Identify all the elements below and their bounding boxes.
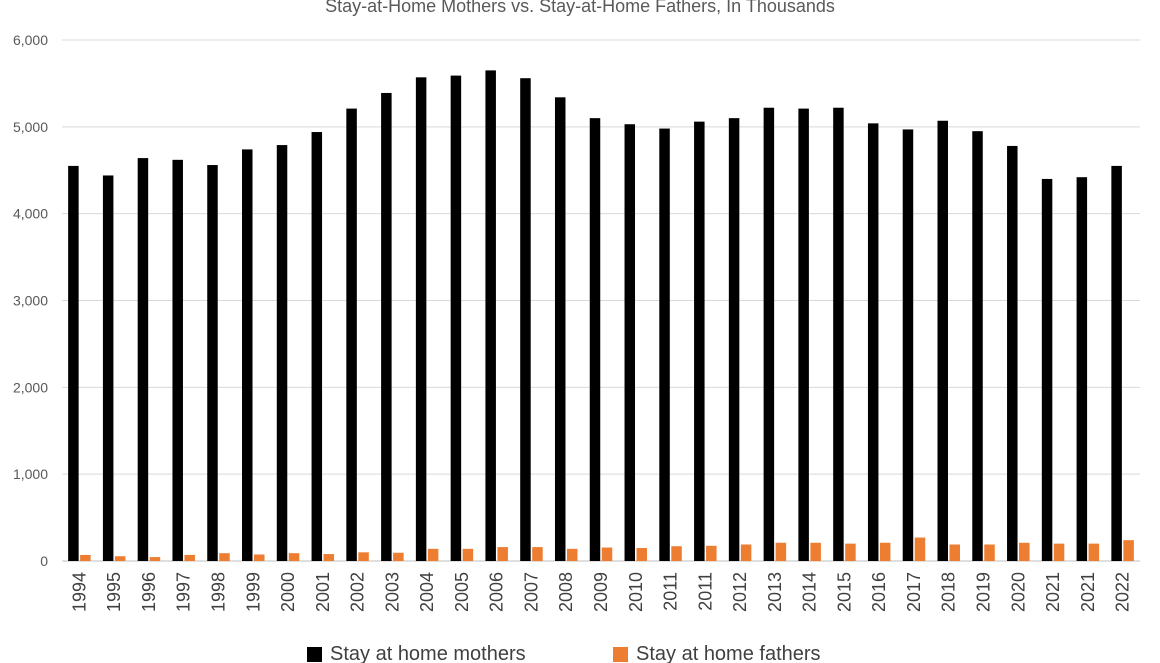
bar-fathers <box>463 549 474 561</box>
bars <box>68 70 1134 561</box>
bar-mothers <box>1111 166 1122 561</box>
bar-fathers <box>567 549 578 561</box>
bar-mothers <box>833 108 844 561</box>
bar-mothers <box>138 158 149 561</box>
bar-mothers <box>520 78 531 561</box>
y-tick-label: 1,000 <box>12 466 48 483</box>
x-tick-label: 2015 <box>834 572 855 613</box>
bar-fathers <box>393 553 404 561</box>
x-tick-label: 2020 <box>1008 572 1029 613</box>
x-tick-label: 2019 <box>973 572 994 613</box>
x-tick-label: 2022 <box>1112 572 1133 613</box>
bar-mothers <box>312 132 323 561</box>
x-tick-label: 2000 <box>278 572 299 613</box>
x-tick-label: 2014 <box>799 572 820 613</box>
x-tick-label: 2012 <box>730 572 751 613</box>
x-tick-label: 2011 <box>695 572 716 611</box>
bar-fathers <box>497 547 508 561</box>
bar-mothers <box>694 122 705 561</box>
bar-fathers <box>880 543 891 561</box>
y-tick-label: 4,000 <box>12 205 48 222</box>
bar-fathers <box>324 554 335 561</box>
bar-fathers <box>602 548 613 561</box>
x-tick-label: 2004 <box>417 572 438 613</box>
bar-fathers <box>845 544 856 561</box>
bar-fathers <box>984 545 995 561</box>
y-tick-label: 2,000 <box>12 379 48 396</box>
bar-fathers <box>289 553 300 561</box>
bar-mothers <box>381 93 392 561</box>
legend-swatch <box>613 647 628 662</box>
bar-mothers <box>868 123 879 561</box>
bar-fathers <box>219 553 230 561</box>
bar-fathers <box>532 547 543 561</box>
bar-mothers <box>1077 177 1088 561</box>
bar-fathers <box>949 545 960 561</box>
bar-mothers <box>346 109 357 561</box>
bar-mothers <box>590 118 601 561</box>
bar-fathers <box>254 554 264 561</box>
x-tick-label: 2003 <box>382 572 403 613</box>
bar-mothers <box>903 129 914 561</box>
x-tick-label: 1995 <box>104 572 125 613</box>
bar-mothers <box>172 160 183 561</box>
x-axis <box>69 572 1132 612</box>
bar-fathers <box>184 555 195 561</box>
bar-mothers <box>625 124 636 561</box>
bar-fathers <box>150 557 161 561</box>
x-tick-label: 2021 <box>1043 572 1064 613</box>
legend <box>307 643 821 663</box>
legend-label: Stay at home mothers <box>330 643 526 663</box>
bar-mothers <box>555 97 566 561</box>
x-tick-label: 2021 <box>1077 572 1098 613</box>
bar-mothers <box>937 121 948 561</box>
chart-title: Stay-at-Home Mothers vs. Stay-at-Home Fathers, In Thousands <box>325 0 835 16</box>
x-tick-label: 2017 <box>903 572 924 613</box>
x-tick-label: 2009 <box>591 572 611 613</box>
y-tick-label: 6,000 <box>12 32 48 48</box>
bar-fathers <box>1089 544 1100 561</box>
bar-mothers <box>1007 146 1018 561</box>
bar-mothers <box>1042 179 1053 561</box>
bar-fathers <box>358 552 369 561</box>
legend-label: Stay at home fathers <box>636 643 821 663</box>
bar-fathers <box>1054 544 1065 561</box>
x-tick-label: 2013 <box>764 572 785 613</box>
x-tick-label: 1996 <box>138 572 159 613</box>
bar-fathers <box>776 543 787 561</box>
x-tick-label: 1997 <box>173 572 194 613</box>
y-tick-label: 0 <box>40 553 48 569</box>
x-tick-label: 2018 <box>938 572 959 613</box>
x-tick-label: 2011 <box>660 572 681 611</box>
bar-fathers <box>741 545 752 561</box>
x-tick-label: 1998 <box>208 572 229 613</box>
bar-mothers <box>659 129 670 561</box>
bar-fathers <box>80 555 91 561</box>
bar-fathers <box>1019 543 1029 561</box>
bar-fathers <box>671 546 682 561</box>
x-tick-label: 2006 <box>486 572 507 613</box>
bar-fathers <box>1123 540 1134 561</box>
x-tick-label: 1999 <box>243 572 264 613</box>
bar-fathers <box>428 549 439 561</box>
bar-fathers <box>637 548 648 561</box>
bar-mothers <box>242 149 253 561</box>
bar-fathers <box>915 538 926 561</box>
bar-mothers <box>451 76 462 561</box>
bar-mothers <box>416 77 427 561</box>
x-tick-label: 2005 <box>451 572 472 613</box>
bar-mothers <box>277 145 288 561</box>
y-tick-label: 5,000 <box>12 118 48 135</box>
x-tick-label: 1994 <box>69 572 90 613</box>
bar-mothers <box>103 175 114 561</box>
x-tick-label: 2002 <box>347 572 368 613</box>
bar-mothers <box>764 108 775 561</box>
bar-mothers <box>207 165 218 561</box>
bar-fathers <box>810 543 821 561</box>
bar-mothers <box>972 131 983 561</box>
x-tick-label: 2016 <box>869 572 890 613</box>
bar-fathers <box>115 556 126 561</box>
x-tick-label: 2007 <box>521 572 542 613</box>
bar-mothers <box>485 70 496 561</box>
bar-mothers <box>68 166 79 561</box>
legend-swatch <box>307 647 322 662</box>
bar-mothers <box>729 118 740 561</box>
y-tick-label: 3,000 <box>12 292 48 309</box>
bar-fathers <box>706 546 717 561</box>
bar-mothers <box>798 109 809 561</box>
y-axis <box>13 32 48 569</box>
x-tick-label: 2010 <box>625 572 646 613</box>
x-tick-label: 2008 <box>556 572 577 613</box>
x-tick-label: 2001 <box>312 572 333 613</box>
